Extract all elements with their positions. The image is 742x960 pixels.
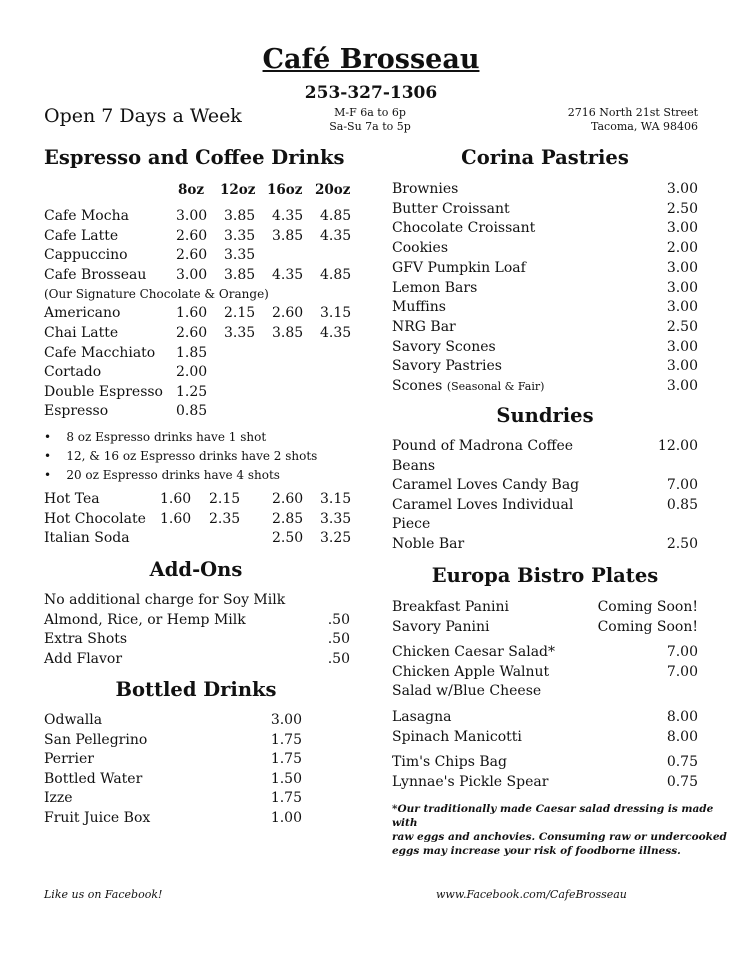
item-price: 2.60 xyxy=(176,325,208,341)
item-name-text: Muffins xyxy=(392,299,446,316)
signature-note: (Our Signature Chocolate & Orange) xyxy=(44,287,269,301)
menu-row xyxy=(44,383,364,403)
item-price: 2.50 xyxy=(272,530,304,547)
menu-row xyxy=(44,324,364,344)
menu-row xyxy=(44,344,364,364)
item-name xyxy=(44,711,102,731)
item-name xyxy=(392,598,509,618)
item-name-text: Extra Shots xyxy=(44,631,128,648)
item-name xyxy=(392,437,573,476)
cafe-title: Café Brosseau xyxy=(262,44,480,75)
item-name-line: Caramel Loves Candy Bag xyxy=(392,477,580,494)
item-name-line: Salad w/Blue Cheese xyxy=(392,683,542,700)
address xyxy=(568,106,698,134)
item-name xyxy=(392,618,489,638)
item-name xyxy=(44,591,285,611)
item-name-line: Noble Bar xyxy=(392,536,465,552)
shot-note-text: 12, & 16 oz Espresso drinks have 2 shots xyxy=(66,449,318,463)
item-name: Cappuccino xyxy=(44,247,128,264)
item-price: 3.00 xyxy=(666,378,698,394)
item-name xyxy=(392,377,544,397)
item-name: Double Espresso xyxy=(44,383,163,400)
menu-row xyxy=(392,200,698,220)
item-price: 3.00 xyxy=(666,220,698,237)
menu-row xyxy=(392,728,698,748)
item-price: 2.50 xyxy=(666,318,698,335)
item-name-line: Breakfast Panini xyxy=(392,599,510,615)
item-price: 4.85 xyxy=(320,266,352,283)
item-name: Cortado xyxy=(44,364,102,381)
item-name-text: Scones xyxy=(392,378,443,394)
item-price: 3.85 xyxy=(224,266,256,283)
hours-weekday: M-F 6a to 6p xyxy=(334,106,406,119)
item-price: 3.85 xyxy=(224,208,256,224)
disclaimer-line: *Our traditionally made Caesar salad dressing is made with xyxy=(392,803,714,829)
item-price: 2.00 xyxy=(666,240,698,257)
size-header-8oz: 8oz xyxy=(178,182,205,198)
item-name xyxy=(392,279,477,299)
item-name-line: Savory Panini xyxy=(392,618,490,635)
item-price: 3.00 xyxy=(666,358,698,375)
pastries-section-title: Corina Pastries xyxy=(461,146,629,169)
item-price: 3.85 xyxy=(272,227,304,244)
size-header-12oz: 12oz xyxy=(220,182,256,198)
item-name-text: No additional charge for Soy Milk xyxy=(44,592,286,608)
item-price: 3.35 xyxy=(224,325,256,341)
item-name: Cafe Latte xyxy=(44,227,119,244)
menu-row xyxy=(44,711,302,731)
menu-row xyxy=(44,207,364,227)
menu-row xyxy=(392,219,698,239)
menu-row xyxy=(392,318,698,338)
menu-row xyxy=(44,809,302,829)
item-price: 3.00 xyxy=(270,712,302,728)
item-name xyxy=(44,630,127,650)
bistro-section-title: Europa Bistro Plates xyxy=(431,564,659,587)
item-price: 1.75 xyxy=(270,731,302,748)
item-price: 4.35 xyxy=(272,266,304,283)
item-price: 12.00 xyxy=(657,438,698,454)
menu-row xyxy=(392,357,698,377)
item-price: 3.00 xyxy=(666,279,698,296)
item-name xyxy=(44,650,122,670)
menu-row xyxy=(44,490,364,510)
address-city: Tacoma, WA 98406 xyxy=(591,120,698,133)
espresso-section-title: Espresso and Coffee Drinks xyxy=(44,146,345,169)
shot-note-item: • 12, & 16 oz Espresso drinks have 2 shots xyxy=(44,449,318,463)
item-name: Cafe Brosseau xyxy=(44,266,147,283)
item-price: 3.00 xyxy=(666,259,698,276)
menu-row xyxy=(392,535,698,555)
item-price: 3.35 xyxy=(224,247,256,264)
menu-row xyxy=(392,279,698,299)
menu-row xyxy=(44,510,364,530)
item-name xyxy=(392,708,452,728)
item-price: 3.00 xyxy=(176,208,208,224)
item-name: Americano xyxy=(44,305,121,322)
item-name xyxy=(392,535,464,555)
item-name xyxy=(392,643,555,663)
item-name-text: Brownies xyxy=(392,181,459,197)
menu-row xyxy=(392,773,698,793)
menu-row xyxy=(44,750,302,770)
item-name xyxy=(392,357,502,377)
menu-row xyxy=(392,708,698,728)
menu-row xyxy=(44,591,350,611)
item-name-text: Fruit Juice Box xyxy=(44,810,151,826)
bottled-section-title: Bottled Drinks xyxy=(115,678,277,701)
item-name xyxy=(392,180,458,200)
item-name-text: Savory Pastries xyxy=(392,358,502,375)
item-name xyxy=(392,338,496,358)
item-price: 7.00 xyxy=(666,477,698,494)
item-name-line: Lynnae's Pickle Spear xyxy=(392,773,549,790)
item-name xyxy=(44,770,142,790)
menu-row xyxy=(392,180,698,200)
item-price: 4.35 xyxy=(272,208,304,224)
item-price: 3.35 xyxy=(320,510,352,527)
item-price: 2.15 xyxy=(224,305,256,322)
item-name-line: Caramel Loves Individual xyxy=(392,496,574,513)
address-street: 2716 North 21st Street xyxy=(567,106,698,119)
item-name-text: San Pellegrino xyxy=(44,731,148,748)
item-name xyxy=(392,773,548,793)
menu-row xyxy=(392,598,698,618)
item-price: 3.00 xyxy=(176,266,208,283)
item-price: 2.00 xyxy=(176,364,208,381)
item-note: (Seasonal & Fair) xyxy=(446,380,545,393)
item-name-text: Cookies xyxy=(392,240,448,257)
item-name xyxy=(392,318,456,338)
item-name-text: Perrier xyxy=(44,751,94,768)
item-price: 3.85 xyxy=(272,325,304,341)
disclaimer-line: raw eggs and anchovies. Consuming raw or undercooked xyxy=(392,831,727,843)
menu-row xyxy=(392,239,698,259)
item-price: 1.75 xyxy=(270,790,302,807)
item-name-text: Bottled Water xyxy=(44,770,143,787)
menu-row xyxy=(44,731,302,751)
item-price: Coming Soon! xyxy=(597,599,698,615)
item-price: 3.00 xyxy=(666,181,698,197)
item-price: 3.00 xyxy=(666,299,698,316)
shot-note-text: 8 oz Espresso drinks have 1 shot xyxy=(66,430,267,444)
item-name xyxy=(392,496,573,535)
item-price: 8.00 xyxy=(666,728,698,745)
item-price: 3.25 xyxy=(320,530,352,547)
footer-facebook-cta: Like us on Facebook! xyxy=(44,888,163,901)
menu-row xyxy=(392,663,698,702)
item-name: Espresso xyxy=(44,403,109,420)
item-price: 0.75 xyxy=(666,754,698,771)
item-name xyxy=(44,731,147,751)
item-name xyxy=(392,663,549,702)
item-price: 4.85 xyxy=(320,208,352,224)
item-price: 7.00 xyxy=(666,663,698,680)
item-price: .50 xyxy=(327,631,350,648)
menu-row xyxy=(392,298,698,318)
menu-row xyxy=(392,753,698,773)
item-price: 3.15 xyxy=(320,305,352,322)
footer-facebook-link[interactable]: www.Facebook.com/CafeBrosseau xyxy=(436,888,627,901)
menu-row xyxy=(392,476,698,496)
item-name: Italian Soda xyxy=(44,530,130,547)
item-name-text: GFV Pumpkin Loaf xyxy=(392,259,526,276)
item-name-line: Tim's Chips Bag xyxy=(392,754,507,771)
item-price: 1.60 xyxy=(160,491,192,507)
menu-row xyxy=(392,643,698,663)
item-price: 4.35 xyxy=(320,227,352,244)
item-name-line: Lasagna xyxy=(392,709,452,725)
item-price: 1.25 xyxy=(176,383,208,400)
item-price: 1.60 xyxy=(176,305,208,322)
menu-row xyxy=(392,496,698,535)
item-name xyxy=(44,611,246,631)
menu-row xyxy=(44,363,364,383)
item-name-text: Chocolate Croissant xyxy=(392,220,536,237)
item-name xyxy=(392,239,448,259)
item-name-line: Chicken Apple Walnut xyxy=(392,663,550,680)
menu-row xyxy=(44,529,364,549)
shot-note-item: • 20 oz Espresso drinks have 4 shots xyxy=(44,468,280,482)
item-name-text: Butter Croissant xyxy=(392,200,510,217)
menu-row xyxy=(44,611,350,631)
menu-row xyxy=(392,377,698,397)
item-price: 3.15 xyxy=(320,491,352,507)
menu-row xyxy=(392,259,698,279)
item-price: 7.00 xyxy=(666,644,698,661)
item-price: 8.00 xyxy=(666,709,698,725)
item-name-text: NRG Bar xyxy=(392,318,456,335)
menu-row xyxy=(44,227,364,247)
menu-row xyxy=(44,789,302,809)
disclaimer-line: eggs may increase your risk of foodborne illness. xyxy=(392,845,681,857)
item-price: 2.60 xyxy=(272,305,304,322)
item-price: 2.15 xyxy=(209,491,241,507)
phone-number: 253-327-1306 xyxy=(304,83,438,103)
item-price: 2.85 xyxy=(272,510,304,527)
item-name xyxy=(392,259,526,279)
item-price: 2.60 xyxy=(272,491,304,507)
item-name: Hot Chocolate xyxy=(44,510,146,527)
item-price: 2.35 xyxy=(209,510,241,527)
open-days: Open 7 Days a Week xyxy=(44,105,242,127)
menu-row xyxy=(392,618,698,638)
item-price: 0.75 xyxy=(666,773,698,790)
item-name xyxy=(44,809,150,829)
item-name xyxy=(392,298,446,318)
menu-row xyxy=(44,630,350,650)
item-name xyxy=(44,789,73,809)
item-name xyxy=(392,200,510,220)
item-name-text: Izze xyxy=(44,790,73,807)
menu-row xyxy=(392,437,698,476)
item-name-text: Odwalla xyxy=(44,712,103,728)
shot-note-item: • 8 oz Espresso drinks have 1 shot xyxy=(44,430,267,444)
item-price: 2.60 xyxy=(176,227,208,244)
item-name-line: Chicken Caesar Salad* xyxy=(392,644,556,661)
menu-row xyxy=(44,304,364,324)
size-header-16oz: 16oz xyxy=(267,182,303,198)
item-price: Coming Soon! xyxy=(597,618,698,635)
item-price: .50 xyxy=(327,650,350,667)
item-name: Cafe Macchiato xyxy=(44,344,156,361)
item-name-text: Almond, Rice, or Hemp Milk xyxy=(44,611,246,628)
menu-row xyxy=(44,770,302,790)
item-price: 1.00 xyxy=(270,810,302,826)
item-price: 1.60 xyxy=(160,510,192,527)
item-name-text: Savory Scones xyxy=(392,338,496,355)
size-header-20oz: 20oz xyxy=(315,182,351,198)
item-name xyxy=(44,750,94,770)
item-price: 2.60 xyxy=(176,247,208,264)
hours xyxy=(300,106,440,134)
menu-row xyxy=(392,338,698,358)
item-name-line: Pound of Madrona Coffee xyxy=(392,438,574,454)
item-price: 3.00 xyxy=(666,338,698,355)
menu-row xyxy=(44,266,364,286)
caesar-disclaimer xyxy=(392,802,742,858)
item-name xyxy=(392,476,579,496)
item-price: .50 xyxy=(327,611,350,628)
menu-row xyxy=(44,246,364,266)
item-name-text: Add Flavor xyxy=(44,650,123,667)
item-price: 4.35 xyxy=(320,325,352,341)
item-name: Hot Tea xyxy=(44,491,100,507)
item-name xyxy=(392,753,507,773)
item-price: 3.35 xyxy=(224,227,256,244)
item-name: Chai Latte xyxy=(44,325,119,341)
item-name-line: Beans xyxy=(392,457,436,474)
item-name-line: Spinach Manicotti xyxy=(392,728,522,745)
item-price: 1.50 xyxy=(270,770,302,787)
item-price: 0.85 xyxy=(666,496,698,513)
item-price: 1.85 xyxy=(176,344,208,361)
item-name: Cafe Mocha xyxy=(44,208,129,224)
menu-row xyxy=(44,650,350,670)
item-name-text: Lemon Bars xyxy=(392,279,478,296)
hours-weekend: Sa-Su 7a to 5p xyxy=(329,120,411,133)
addons-section-title: Add-Ons xyxy=(149,558,243,581)
item-name xyxy=(392,219,535,239)
item-name-line: Piece xyxy=(392,516,431,533)
item-price: 0.85 xyxy=(176,403,208,420)
item-price: 2.50 xyxy=(666,536,698,552)
menu-row xyxy=(44,402,364,422)
shot-note-text: 20 oz Espresso drinks have 4 shots xyxy=(66,468,280,482)
sundries-section-title: Sundries xyxy=(496,404,594,427)
item-price: 2.50 xyxy=(666,200,698,217)
item-name xyxy=(392,728,522,748)
item-price: 1.75 xyxy=(270,751,302,768)
